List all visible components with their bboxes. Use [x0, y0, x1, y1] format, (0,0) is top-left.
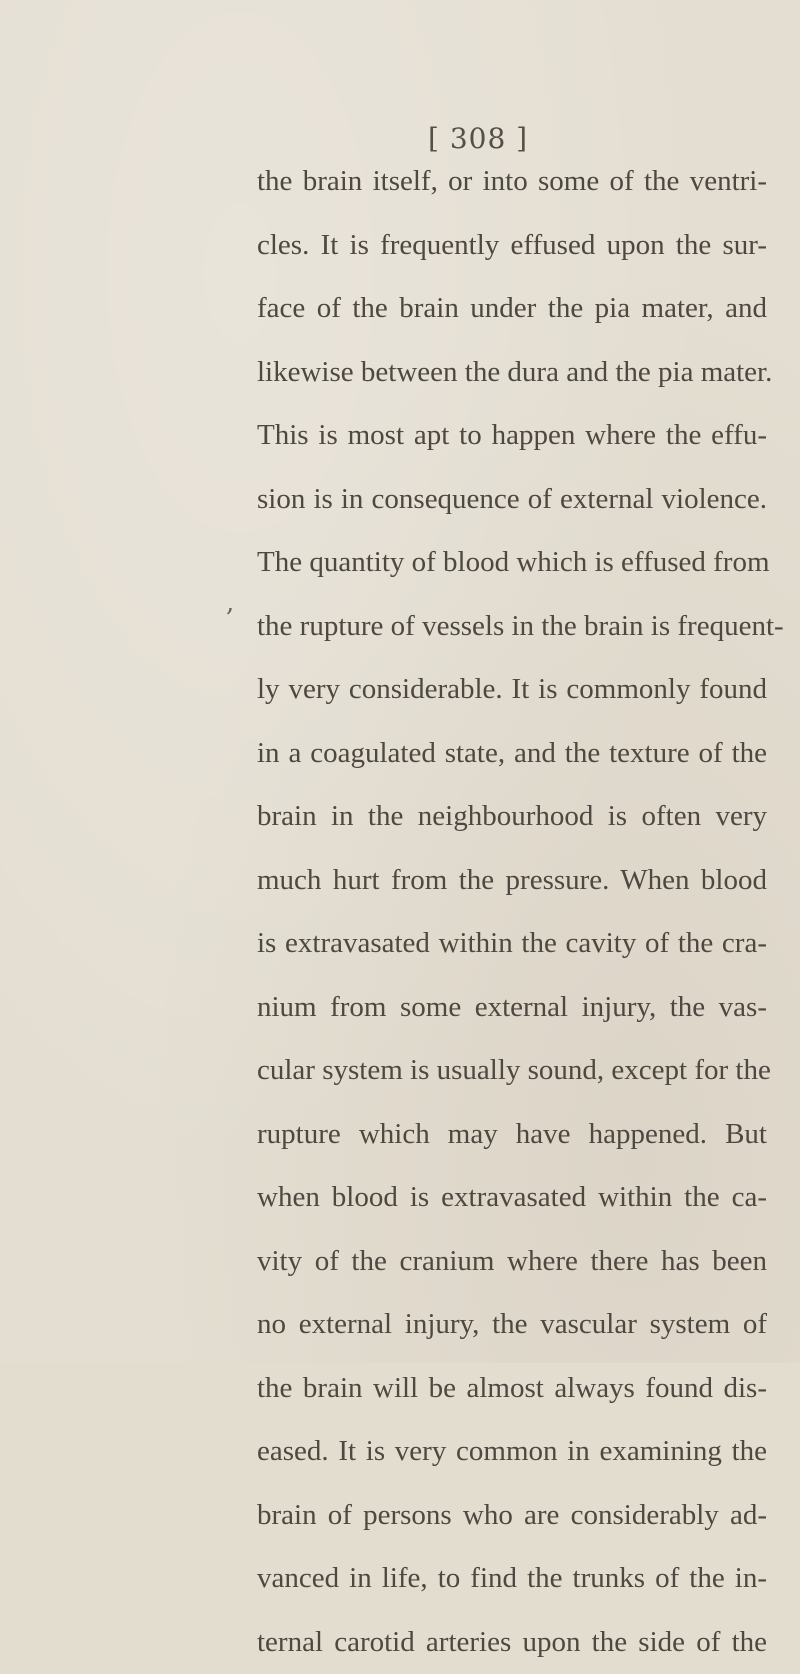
text-line: sion is in consequence of external violence.: [257, 468, 767, 532]
text-line: vity of the cranium where there has been: [257, 1230, 767, 1294]
text-line: brain in the neighbourhood is often very: [257, 785, 767, 849]
text-line: cles. It is frequently effused upon the sur-: [257, 214, 767, 278]
text-line: no external injury, the vascular system of: [257, 1293, 767, 1357]
text-line: ly very considerable. It is commonly found: [257, 658, 767, 722]
text-line: rupture which may have happened. But: [257, 1103, 767, 1167]
text-line: in a coagulated state, and the texture of the: [257, 722, 767, 786]
text-line: likewise between the dura and the pia mater.: [257, 341, 767, 405]
text-line: is extravasated within the cavity of the cra-: [257, 912, 767, 976]
text-line: the brain itself, or into some of the ventri-: [257, 150, 767, 214]
text-line: face of the brain under the pia mater, and: [257, 277, 767, 341]
margin-mark: ,: [226, 588, 234, 618]
text-line: the brain will be almost always found dis-: [257, 1357, 767, 1421]
text-line: ternal carotid arteries upon the side of the: [257, 1611, 767, 1674]
text-line: cular system is usually sound, except for the: [257, 1039, 767, 1103]
text-line: vanced in life, to find the trunks of the in-: [257, 1547, 767, 1611]
text-line: nium from some external injury, the vas-: [257, 976, 767, 1040]
body-text: [257, 150, 767, 1674]
text-line: much hurt from the pressure. When blood: [257, 849, 767, 913]
text-line: the rupture of vessels in the brain is frequent-: [257, 595, 767, 659]
page-number: [ 308 ]: [0, 122, 800, 155]
text-line: eased. It is very common in examining the: [257, 1420, 767, 1484]
text-line: brain of persons who are considerably ad-: [257, 1484, 767, 1548]
text-line: The quantity of blood which is effused from: [257, 531, 767, 595]
text-line: when blood is extravasated within the ca-: [257, 1166, 767, 1230]
text-line: This is most apt to happen where the effu-: [257, 404, 767, 468]
